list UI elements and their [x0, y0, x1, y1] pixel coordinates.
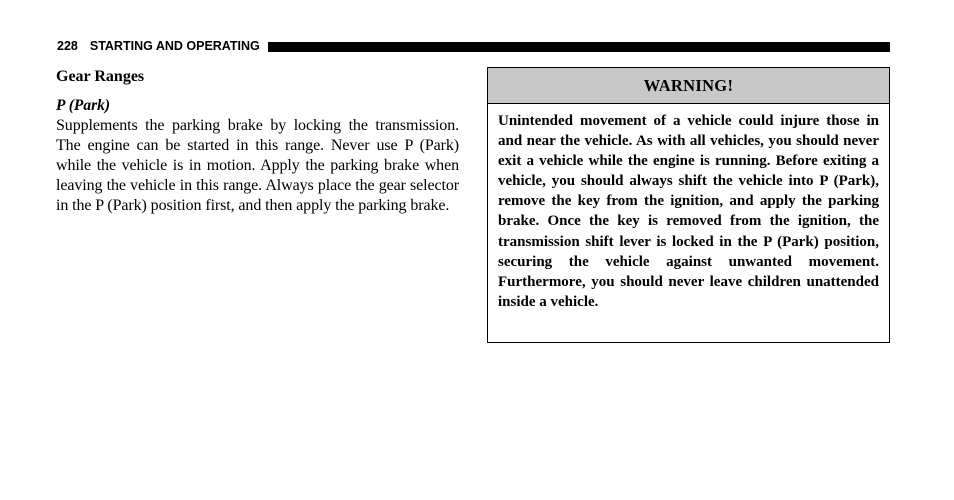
warning-box	[487, 67, 890, 343]
page-number: 228	[57, 39, 78, 53]
header-rule	[268, 42, 890, 52]
page-header	[57, 38, 890, 54]
section-title: STARTING AND OPERATING	[89, 39, 260, 53]
warning-text: Unintended movement of a vehicle could injure those in and near the vehicle. As with all vehicles, you should never exit a vehicle while the engine is running. Before exiting a vehicle, you should always shift the vehicle into P (Park), remove the key from the ignition, and apply the parking brake. Once the key is removed from the ignition, the transmission shift lever is locked in the P (Park) position, securing the vehicle against unwanted movement. Furthermore, you should never leave children unattended inside a vehicle.	[498, 113, 879, 310]
park-subheading: P (Park)	[56, 97, 111, 114]
gear-ranges-heading: Gear Ranges	[56, 68, 145, 85]
warning-title: WARNING!	[488, 68, 889, 104]
left-column	[56, 66, 459, 216]
park-description: Supplements the parking brake by locking the transmission. The engine can be started in this range. Never use P (Park) while the vehicle is in motion. Apply the parking brake when leaving the vehicle in this range. Always place the gear selector in the P (Park) position first, and then apply the parking brake.	[56, 117, 459, 214]
